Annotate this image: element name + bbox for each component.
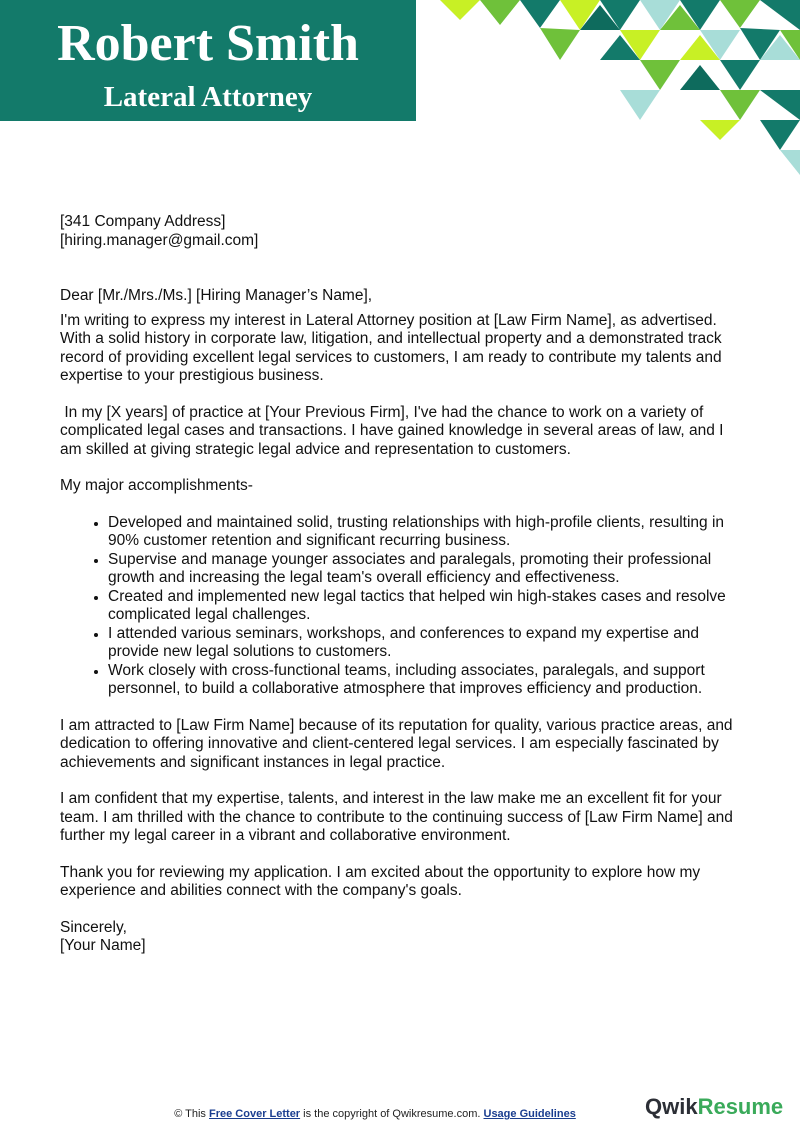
logo-part-qwik: Qwik [645,1094,698,1119]
logo-part-resume: Resume [697,1094,784,1119]
paragraph-experience: In my [X years] of practice at [Your Previous Firm], I've had the chance to work on a variety of complicated legal cases and transactions. I have gained knowledge in several areas of law, and I am skilled at giving strategic legal advice and representation to customers. [60,403,728,458]
decor-triangle [700,120,740,140]
free-cover-letter-link[interactable]: Free Cover Letter [209,1108,301,1120]
list-item: • Developed and maintained solid, trusting relationships with high-profile clients, resulting in 90% customer retention and significant recurring business. [108,514,740,551]
qwikresume-logo[interactable] [645,1094,783,1120]
usage-guidelines-link[interactable]: Usage Guidelines [483,1108,576,1120]
decor-triangle [520,0,560,28]
list-item: • Supervise and manage younger associates and paralegals, promoting their professional growth and increasing the legal team's overall efficiency and effectiveness. [108,551,740,588]
decor-triangle [720,60,760,90]
address-line: [341 Company Address] [60,213,226,230]
header-band [0,0,416,121]
paragraph-confidence: I am confident that my expertise, talents, and interest in the law make me an excellent fit for your team. I am thrilled with the chance to contribute to the continuing success of [Law Firm Name] and further my legal career in a vibrant and collaborative environment. [60,790,733,844]
decor-triangle [780,150,800,175]
decor-triangle [440,0,480,20]
salutation: Dear [Mr./Mrs./Ms.] [Hiring Manager’s Name], [60,287,373,304]
decor-triangle [720,0,760,28]
decor-triangle [760,90,800,120]
list-item: • I attended various seminars, workshops, and conferences to expand my expertise and provide new legal solutions to customers. [108,625,740,662]
recipient-address [60,213,740,250]
footer-middle: is the copyright of Qwikresume.com. [300,1108,484,1120]
accomplishments-list [60,514,740,699]
decor-triangle [640,60,680,90]
decor-triangle [680,65,720,90]
paragraph-attraction: I am attracted to [Law Firm Name] because of its reputation for quality, various practice areas, and dedication to offering innovative and client-centered legal services. I am especially fascinated by achievements and significant instances in legal practice. [60,716,733,771]
decor-triangle [720,90,760,120]
decor-triangle [760,120,800,150]
closing: Sincerely, [60,918,127,936]
list-item: • Created and implemented new legal tactics that helped win high-stakes cases and resolve complicated legal challenges. [108,588,740,625]
decor-triangle [540,28,580,60]
decor-triangle [620,90,660,120]
decorative-triangles [420,0,800,175]
closing-block [60,919,740,956]
cover-letter-body [60,213,740,974]
signature-name: [Your Name] [60,937,146,954]
decor-triangle [760,0,800,30]
copyright-footer [0,1107,750,1121]
email-line: [hiring.manager@gmail.com] [60,231,259,249]
list-item: • Work closely with cross-functional teams, including associates, paralegals, and support personnel, to build a collaborative atmosphere that improves efficiency and production. [108,662,740,699]
paragraph-intro: I'm writing to express my interest in Lateral Attorney position at [Law Firm Name], as advertised. With a solid history in corporate law, litigation, and intellectual property and a demonstrated track record of providing excellent legal services to customers, I am ready to contribute my talents and expertise to your prestigious business. [60,311,722,384]
applicant-name: Robert Smith [57,15,359,72]
accomplishments-heading: My major accomplishments- [60,477,253,494]
job-title: Lateral Attorney [103,81,313,113]
paragraph-thanks: Thank you for reviewing my application. I am excited about the opportunity to explore how my experience and abilities connect with the company's goals. [60,863,701,899]
decor-triangle [480,0,520,25]
footer-prefix: © This [174,1108,209,1120]
